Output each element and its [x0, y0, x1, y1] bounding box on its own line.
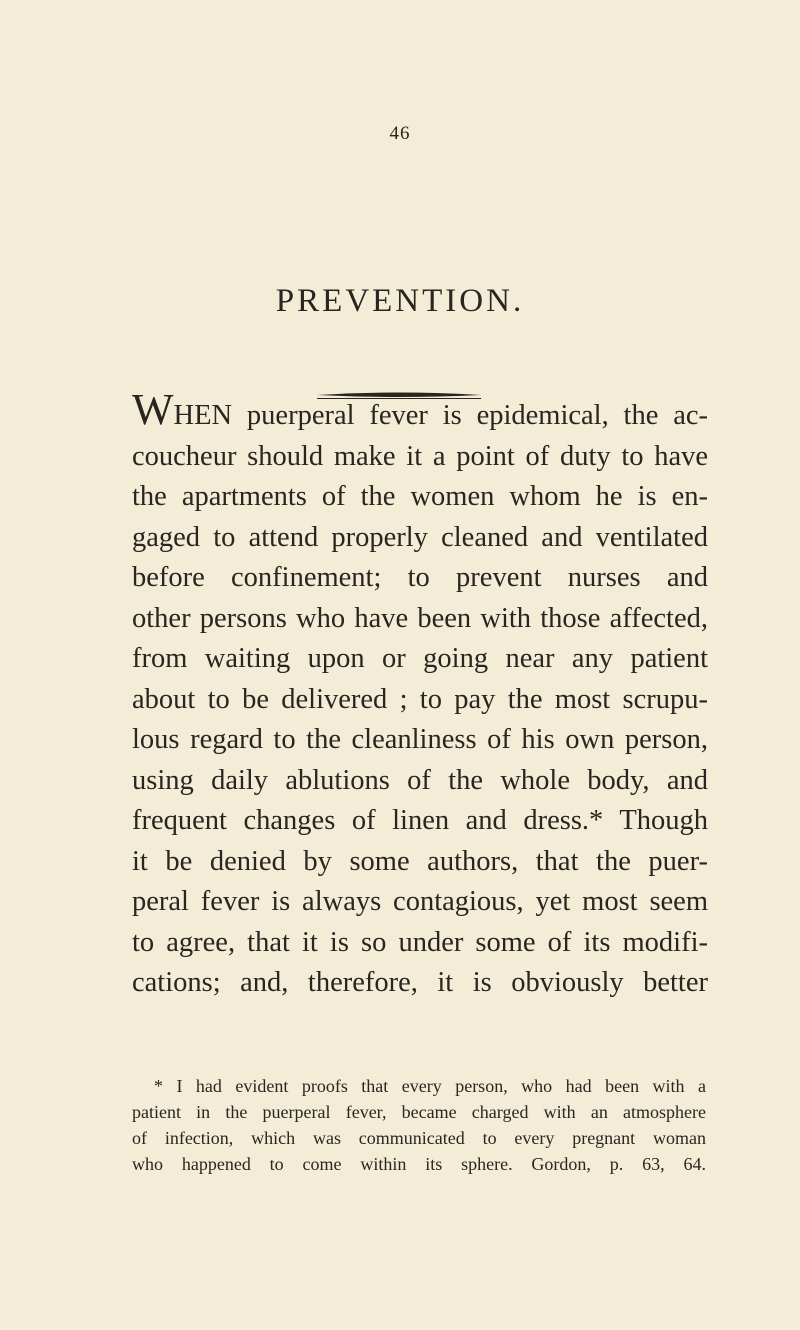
body-line: using daily ablutions of the whole body, and: [132, 764, 708, 796]
body-line: from waiting upon or going near any patient: [132, 643, 708, 674]
body-line-text: HEN puerperal fever is epidemical, the ac-: [173, 400, 708, 431]
drop-cap: W: [132, 385, 174, 434]
body-line: to agree, that it is so under some of its modifi-: [132, 926, 708, 958]
footnote-line: patient in the puerperal fever, became charged with an atmosphere: [132, 1102, 706, 1122]
body-line: [132, 385, 708, 437]
body-line: it be denied by some authors, that the puer-: [132, 845, 708, 877]
page-number: 46: [389, 123, 411, 144]
body-line: the apartments of the women whom he is en-: [132, 481, 708, 512]
chapter-title: PREVENTION.: [275, 283, 525, 319]
body-line: frequent changes of linen and dress.* Though: [132, 805, 708, 836]
footnote: [132, 1073, 706, 1177]
footnote-line: who happened to come within its sphere. Gordon, p. 63, 64.: [132, 1154, 706, 1174]
footnote-line: of infection, which was communicated to every pregnant woman: [132, 1128, 706, 1148]
body-line: lous regard to the cleanliness of his own person,: [132, 724, 708, 755]
body-line: other persons who have been with those affected,: [132, 602, 708, 634]
body-line: cations; and, therefore, it is obviously better: [132, 967, 708, 998]
body-line: before confinement; to prevent nurses and: [132, 562, 708, 593]
footnote-line: * I had evident proofs that every person, who had been with a: [154, 1076, 706, 1096]
body-line: gaged to attend properly cleaned and ventilated: [132, 521, 708, 553]
body-line: coucheur should make it a point of duty to have: [132, 440, 708, 472]
body-paragraph: [132, 385, 708, 1004]
body-line: about to be delivered ; to pay the most scrupu-: [132, 683, 708, 715]
body-line: peral fever is always contagious, yet most seem: [132, 886, 708, 917]
